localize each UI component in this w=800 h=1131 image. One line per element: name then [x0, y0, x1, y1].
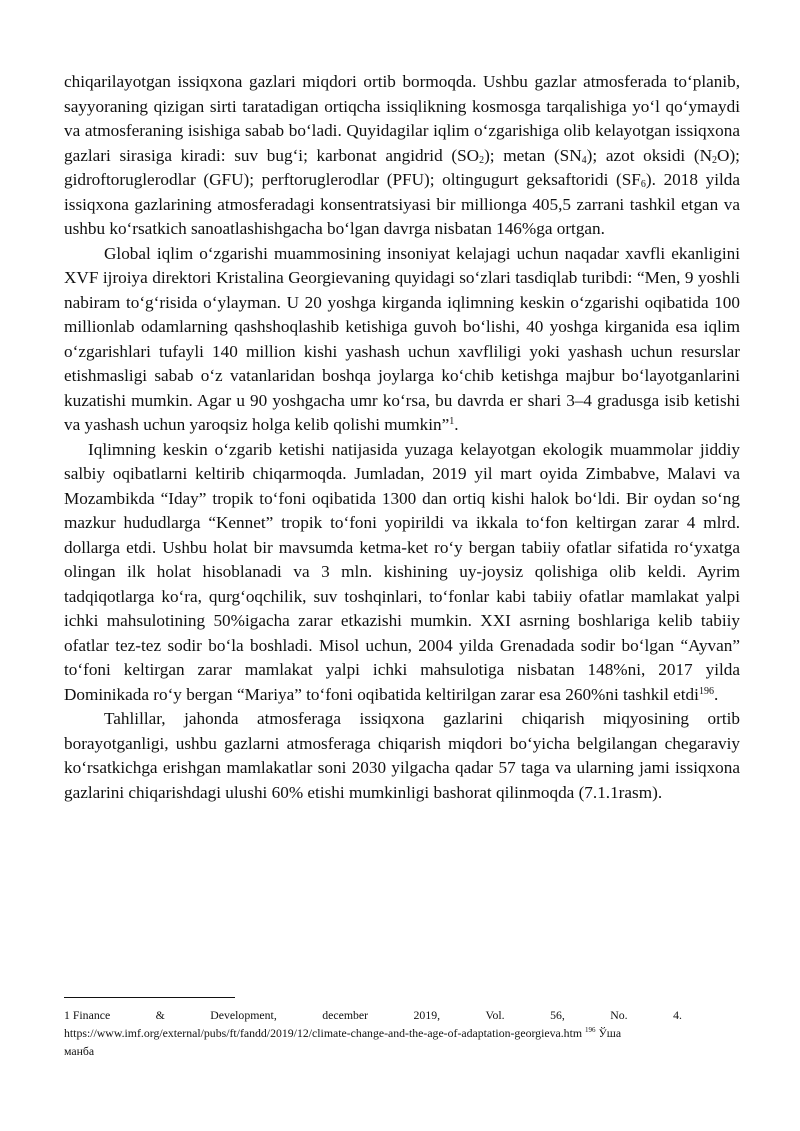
- paragraph-text: ). 2018 yilda issiqxona gazlarining atmosferadagi konsentratsiyasi bir millionga 405,5 zarrani tashkil etgan va ushbu ko‘rsatkich sanoatlashishgacha bo‘lgan davrga nisbatan 146%ga ortgan.: [64, 170, 740, 238]
- paragraph-text: Tahlillar, jahonda atmosferaga issiqxona gazlarini chiqarish miqyosining ortib borayotganligi, ushbu gazlarni atmosferaga chiqarish miqdori bo‘yicha belgilangan chegaraviy ko‘rsatkichga erishgan mamlakatlar soni 2030 yilgacha qadar 57 taga va ularning jami issiqxona gazlarini chiqarishdagi ulushi 60% etishi mumkinligi bashorat qilinmoqda (7.1.1rasm).: [64, 709, 740, 802]
- subscript: 6: [640, 179, 646, 190]
- footnote-ref[interactable]: 1: [449, 416, 455, 427]
- footnote-word: 1 Finance: [64, 1008, 111, 1022]
- paragraph-greenhouse-gases: [64, 70, 740, 242]
- paragraph-emission-forecast: [64, 707, 740, 805]
- paragraph-text: Global iqlim o‘zgarishi muammosining insoniyat kelajagi uchun naqadar xavfli ekanligini XVF ijroiya direktori Kristalina Georgievaning quyidagi so‘zlari tasdiqlab turibdi: “Men, 9 yoshli nabiram to‘g‘risida o‘ylayman. U 20 yoshga kirganda iqlimning keskin o‘zgarishi oqibatida 100 millionlab odamlarning qashshoqlashib ketishiga guvoh bo‘lishi, 40 yoshga kirganida esa iqlim o‘zgarishlari tufayli 140 million kishi yashash uchun xavfliligi yoki yashash uchun resurslar etishmasligi sabab o‘z vatanlaridan boshqa joylarga ko‘chib ketishga majbur bo‘layotganlarini kuzatishi mumkin. Agar u 90 yoshgacha umr ko‘rsa, bu davrda er shari 3–4 gradusga isib ketishi va yashash uchun yaroqsiz holga kelib qolishi mumkin”: [64, 243, 740, 434]
- footnote-url-line: [64, 1024, 740, 1042]
- footnotes: [64, 1006, 740, 1060]
- footnote-word: &: [155, 1008, 165, 1022]
- footnote-url-link[interactable]: https://www.imf.org/external/pubs/ft/fandd/2019/12/climate-change-and-the-age-of-adaptation-georgieva.htm: [64, 1026, 583, 1040]
- subscript: 2: [479, 154, 485, 166]
- footnote-1-citation: [64, 1006, 682, 1024]
- footnote-196-text: Ўша: [598, 1026, 622, 1040]
- paragraph-text: ); azot oksidi (N: [586, 145, 713, 165]
- footnote-word: Vol.: [485, 1008, 505, 1022]
- paragraph-text: chiqarilayotgan issiqxona gazlari miqdori ortib bormoqda. Ushbu gazlar atmosferada to‘planib, sayyoraning qizigan sirti taratadigan ortiqcha issiqlikning kosmosga tarqalishiga yo‘l qo‘ymaydi va atmosferaning isishiga sabab bo‘ladi. Quyidagilar iqlim o‘zgarishiga olib kelayotgan issiqxona gazlari sirasiga kiradi: suv bug‘i; karbonat angidrid (SO: [64, 72, 740, 165]
- paragraph-text: O); gidroftoruglerodlar (GFU); perftoruglerodlar (PFU); oltingugurt geksaftoridi (SF: [64, 145, 740, 189]
- footnote-196-text-cont: манба: [64, 1044, 95, 1058]
- paragraph-natural-disasters: [64, 438, 740, 708]
- paragraph-georgieva-quote: [64, 242, 740, 438]
- footnote-ref[interactable]: 196: [698, 685, 714, 697]
- footnote-separator: [64, 997, 235, 998]
- footnote-word: december: [322, 1008, 369, 1022]
- paragraph-text: .: [454, 415, 459, 434]
- footnote-word: No.: [610, 1008, 628, 1022]
- footnote-word: 4.: [673, 1008, 682, 1022]
- subscript: 2: [712, 154, 718, 166]
- paragraph-text: ); metan (SN: [484, 145, 582, 165]
- footnote-word: 2019,: [413, 1008, 441, 1022]
- footnote-word: 56,: [550, 1008, 565, 1022]
- footnote-196-marker: 196: [584, 1026, 596, 1034]
- paragraph-text: Iqlimning keskin o‘zgarib ketishi natijasida yuzaga kelayotgan ekologik muammolar jiddiy salbiy oqibatlarni keltirib chiqarmoqda. Jumladan, 2019 yil mart oyida Zimbabve, Malavi va Mozambikda “Iday” tropik to‘foni oqibatida 1300 dan ortiq kishi halok bo‘ldi. Bir oydan so‘ng mazkur hududlarga “Kennet” tropik to‘foni yopirildi va ikkala to‘fon keltirgan zarar 4 mlrd. dollarga etdi. Ushbu holat bir mavsumda ketma-ket ro‘y bergan tabiiy ofatlar sifatida ro‘yxatga olingan ilk holat hisoblanadi va 3 mln. kishining uy-joysiz qolishiga olib keldi. Ayrim tadqiqotlarga ko‘ra, qurg‘oqchilik, suv toshqinlari, to‘fonlar kabi tabiiy ofatlar mamlakat yalpi ichki mahsulotining 50%igacha zarar etkazishi mumkin. XXI asrning boshlariga kelib tabiiy ofatlar tez-tez sodir bo‘la boshladi. Misol uchun, 2004 yilda Grenadada sodir bo‘lgan “Ayvan” to‘foni keltirgan zarar mamlakat yalpi ichki mahsulotiga nisbatan 148%ni, 2017 yilda Dominikada ro‘y bergan “Mariya” to‘foni oqibatida keltirilgan zarar esa 260%ni tashkil etdi: [64, 439, 740, 704]
- paragraph-text: .: [713, 684, 719, 704]
- footnote-word: Development,: [210, 1008, 277, 1022]
- document-body: [64, 70, 740, 805]
- subscript: 4: [581, 154, 587, 166]
